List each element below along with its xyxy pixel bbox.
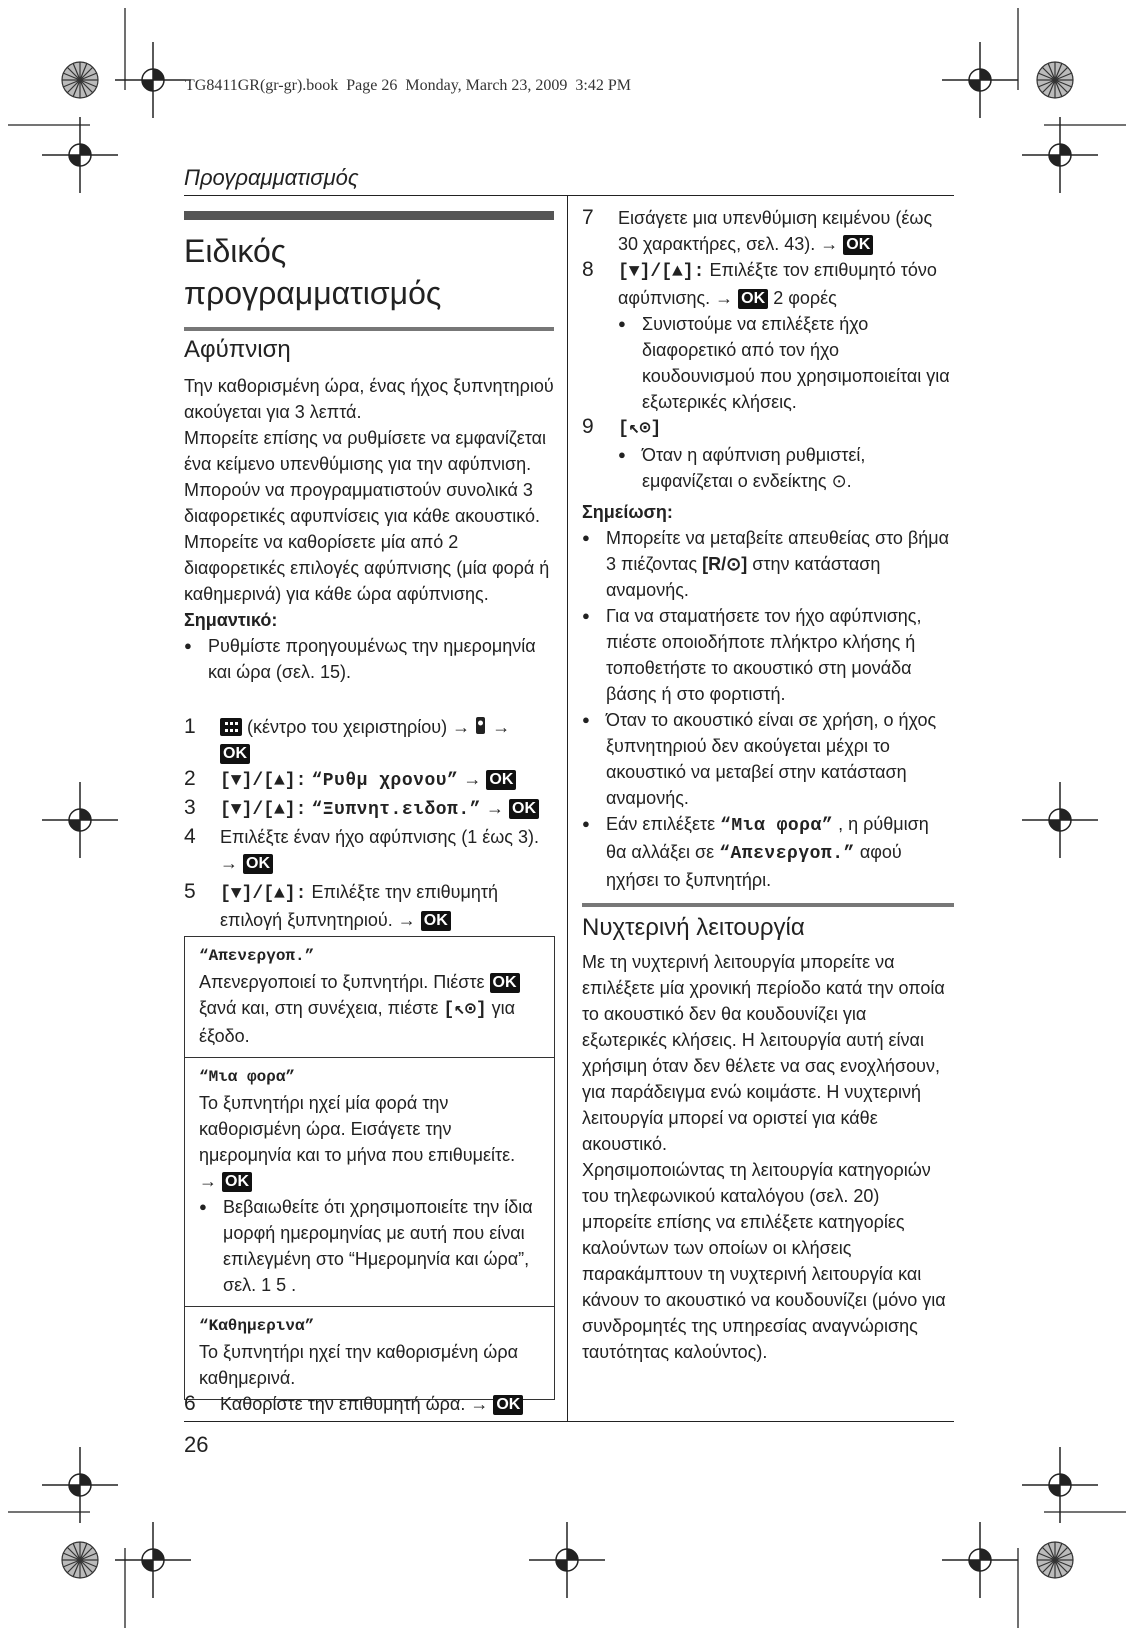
footer-rule [184, 1421, 954, 1422]
step-9-bullet: ● Όταν η αφύπνιση ρυθμιστεί, εμφανίζεται ο ενδείκτης ⊙. [618, 442, 952, 494]
option-off-text-a: Απενεργοποιεί το ξυπνητήρι. Πιέστε [199, 972, 485, 992]
ok-key: OK [490, 973, 520, 993]
title-underline [184, 327, 554, 331]
page-title-line1: Ειδικός [184, 233, 287, 269]
ok-key: OK [486, 770, 516, 790]
note-1 [582, 525, 954, 603]
arrow: → [452, 717, 471, 737]
arrow: → [820, 234, 839, 254]
ok-key: OK [509, 799, 539, 819]
alarm-options-box [184, 936, 555, 1400]
note-4-text-a: Εάν επιλέξετε [606, 814, 716, 834]
recall-key: [R/⊙] [702, 554, 748, 574]
arrow: → [220, 853, 238, 873]
step-3-number: 3 [184, 796, 196, 819]
print-header: TG8411GR(gr-gr).book Page 26 Monday, March 23, 2009 3:42 PM [185, 77, 631, 94]
step-6 [184, 1391, 544, 1417]
option-off [185, 937, 554, 1058]
option-once-bullet: ● Βεβαιωθείτε ότι χρησιμοποιείτε την ίδια μορφή ημερομηνίας με αυτή που είναι επιλεγμένη στο “Ημερομηνία και ώρα”, σελ. 1 5 . [199, 1194, 542, 1298]
step-8-bullet: ● Συνιστούμε να επιλέξετε ήχο διαφορετικό από τον ήχο κουδουνισμού που χρησιμοποιείται για εξωτερικές κλήσεις. [618, 311, 952, 415]
note-2: ● Για να σταματήσετε τον ήχο αφύπνισης, πιέστε οποιοδήποτε πλήκτρο κλήσης ή τοποθετήστε το ακουστικό στη μονάδα βάσης ή στο φορτιστή. [582, 603, 954, 707]
step-3-option: “Ξυπνητ.ειδοπ.” [311, 800, 481, 820]
ok-key: OK [738, 289, 768, 309]
ok-key: OK [243, 854, 273, 874]
intro-p2: Μπορείτε επίσης να ρυθμίσετε να εμφανίζεται ένα κείμενο υπενθύμισης για την αφύπνιση. [184, 428, 547, 474]
ok-key: OK [843, 235, 873, 255]
note-4 [582, 811, 954, 893]
note-4-option-off: “Απενεργοπ.” [719, 844, 855, 864]
step-9-number: 9 [582, 415, 594, 438]
step-1-number: 1 [184, 715, 196, 738]
option-off-text-c: για έξοδο. [199, 998, 516, 1046]
arrow: → [397, 910, 416, 930]
arrow: → [470, 1394, 489, 1414]
step-2-number: 2 [184, 767, 196, 790]
step-8-text: Επιλέξτε τον επιθυμητό τόνο αφύπνισης. [618, 260, 937, 308]
night-p2: Χρησιμοποιώντας τη λειτουργία κατηγοριών του τηλεφωνικού καταλόγου (σελ. 20) μπορείτε επίσης να επιλέξετε κατηγορίες καλούντων των οποίων οι κλήσεις παρακάμπτουν τη νυχτερινή λειτουργία και κάνουν το ακουστικό να κουδουνίζει (μόνο για συνδρομητές της υπηρεσίας αναγνώρισης ταυτότητας καλούντος). [582, 1160, 946, 1362]
page-title-line2: προγραμματισμός [184, 275, 442, 311]
step-5-text: Επιλέξτε την επιθυμητή επιλογή ξυπνητηριού. [220, 882, 499, 930]
column-divider [567, 196, 568, 1421]
title-bar [184, 211, 554, 220]
ok-key: OK [220, 744, 250, 764]
arrow: → [492, 717, 511, 737]
step-8 [582, 257, 952, 415]
step-4 [184, 824, 544, 876]
header-rule [184, 195, 954, 196]
step-1-text: (κέντρο του χειριστηρίου) [247, 717, 448, 737]
option-once-text: Το ξυπνητήρι ηχεί μία φορά την καθορισμένη ώρα. Εισάγετε την ημερομηνία και το μήνα που επιθυμείτε. [199, 1093, 516, 1165]
note-1-text-a: Μπορείτε να μεταβείτε απευθείας στο βήμα 3 πιέζοντας [606, 528, 950, 574]
option-off-text-b: ξανά και, στη συνέχεια, πιέστε [199, 998, 439, 1018]
night-p1: Με τη νυχτερινή λειτουργία μπορείτε να επιλέξετε μία χρονική περίοδο κατά την οποία το ακουστικό δεν θα κουδουνίζει για εξωτερικές κλήσεις. Η λειτουργία αυτή είναι χρήσιμη όταν δεν θέλετε να σας ενοχλήσουν, για παράδειγμα ενώ κοιμάστε. Η νυχτερινή λειτουργία μπορεί να οριστεί για κάθε ακουστικό. [582, 952, 945, 1154]
step-1 [184, 714, 544, 766]
nav-keys: [▼]/[▲]: [220, 800, 307, 820]
ok-key: OK [493, 1395, 523, 1415]
nav-keys: [▼]/[▲]: [220, 884, 307, 904]
step-8-suffix: 2 φορές [773, 288, 837, 308]
arrow: → [715, 288, 734, 308]
important-bullet: ● Ρυθμίστε προηγουμένως την ημερομηνία και ώρα (σελ. 15). [184, 633, 556, 685]
option-off-title: “Απενεργοπ.” [199, 947, 315, 965]
page-title [184, 230, 441, 314]
step-9 [582, 414, 952, 494]
intro-p1: Την καθορισμένη ώρα, ένας ήχος ξυπνητηριού ακούγεται για 3 λεπτά. [184, 376, 554, 422]
off-key: [↖⊙] [443, 1000, 487, 1020]
note-3: ● Όταν το ακουστικό είναι σε χρήση, ο ήχος ξυπνητηριού δεν ακούγεται μέχρι το ακουστικό να μεταβεί στην κατάσταση αναμονής. [582, 707, 954, 811]
option-daily-title: “Καθημερινα” [199, 1317, 315, 1335]
option-once [185, 1058, 554, 1307]
nav-keys: [▼]/[▲]: [618, 262, 705, 282]
intro-p3: Μπορούν να προγραμματιστούν συνολικά 3 διαφορετικές αφυπνίσεις για κάθε ακουστικό. [184, 480, 541, 526]
alarm-heading: Αφύπνιση [184, 336, 291, 363]
option-daily [185, 1307, 554, 1399]
step-7 [582, 205, 952, 257]
step-4-text: Επιλέξτε έναν ήχο αφύπνισης (1 έως 3). [220, 827, 539, 847]
ok-key: OK [222, 1172, 252, 1192]
ok-key: OK [421, 911, 451, 931]
page-number: 26 [184, 1432, 209, 1457]
section-header: Προγραμματισμός [184, 165, 359, 190]
note-4-option-once: “Μια φορα” [720, 816, 834, 836]
note-1-text-b: στην κατάσταση αναμονής. [606, 554, 881, 600]
step-6-number: 6 [184, 1392, 196, 1415]
notes [582, 499, 954, 893]
intro-p4: Μπορείτε να καθορίσετε μία από 2 διαφορετικές επιλογές αφύπνισης (μία φορά ή καθημερινά) για κάθε ώρα αφύπνισης. [184, 532, 550, 604]
step-4-number: 4 [184, 825, 196, 848]
alarm-intro [184, 373, 556, 685]
step-5-number: 5 [184, 880, 196, 903]
night-heading-rule [582, 903, 954, 907]
step-2-option: “Ρυθμ χρονου” [311, 771, 459, 791]
menu-icon [220, 718, 242, 736]
note-4-text-b: , η ρύθμιση θα αλλάξει σε [606, 814, 929, 862]
step-5 [184, 879, 544, 933]
step-7-text: Εισάγετε μια υπενθύμιση κειμένου (έως 30 χαρακτήρες, σελ. 43). [618, 208, 933, 254]
night-body [582, 949, 954, 1365]
important-label: Σημαντικό: [184, 610, 278, 630]
clock-setting-icon [475, 716, 487, 736]
step-2 [184, 766, 544, 794]
night-heading: Νυχτερινή λειτουργία [582, 914, 805, 941]
nav-keys: [▼]/[▲]: [220, 771, 307, 791]
arrow: → [199, 1171, 217, 1191]
note-label: Σημείωση: [582, 502, 673, 522]
note-4-text-c: αφού ηχήσει το ξυπνητήρι. [606, 842, 902, 890]
step-6-text: Καθορίστε την επιθυμητή ώρα. [220, 1394, 466, 1414]
step-8-number: 8 [582, 258, 594, 281]
arrow: → [485, 798, 504, 818]
step-7-number: 7 [582, 206, 594, 229]
step-3 [184, 795, 544, 823]
option-once-title: “Μια φορα” [199, 1068, 296, 1086]
off-key: [↖⊙] [618, 419, 662, 439]
option-daily-text: Το ξυπνητήρι ηχεί την καθορισμένη ώρα καθημερινά. [199, 1342, 518, 1388]
arrow: → [463, 769, 482, 789]
